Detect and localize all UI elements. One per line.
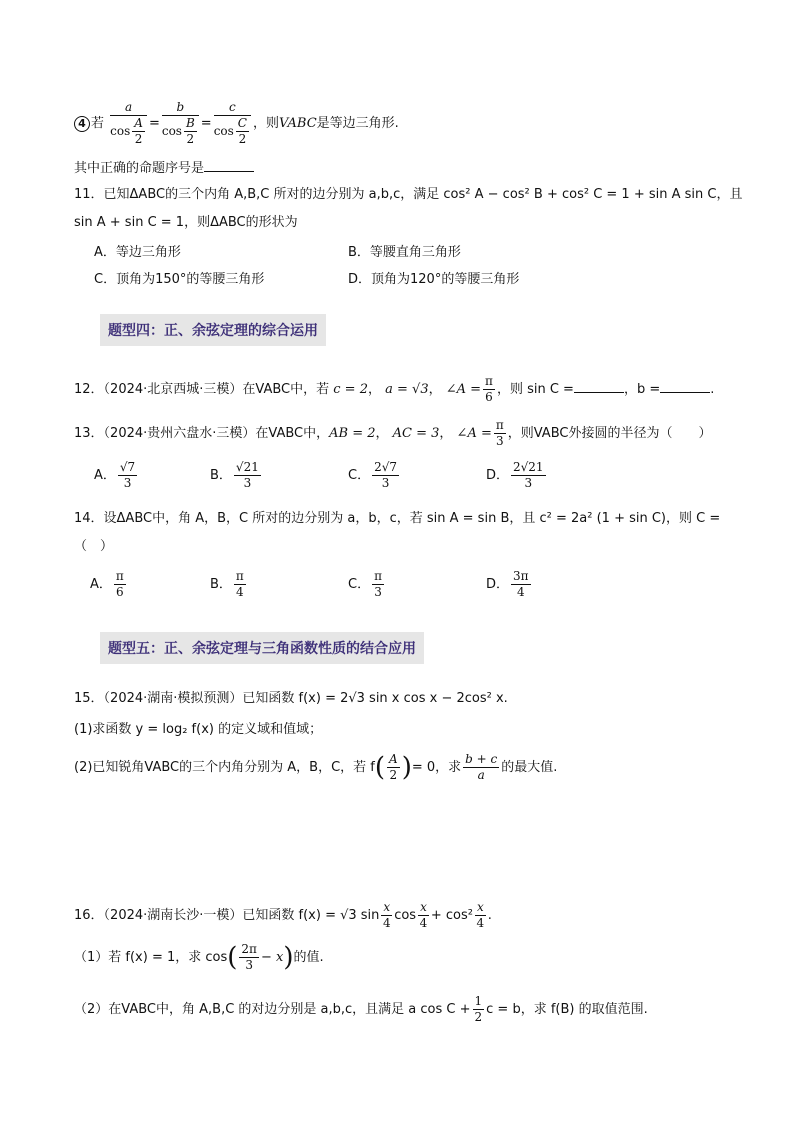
q13-option-c-label: C．	[348, 468, 371, 483]
q11-option-d[interactable]: D．顶角为120°的等腰三角形	[348, 272, 520, 287]
q15-part2-head: (2)已知锐角VABC的三个内角分别为 A，B，C，若 f	[74, 760, 375, 775]
q15-part2-tail: 的最大值.	[501, 760, 558, 775]
q11-line2: sin A + sin C = 1，则ΔABC的形状为	[74, 215, 298, 230]
q14-option-a-label: A．	[90, 577, 112, 592]
q14-option-b-label: B．	[210, 577, 232, 592]
q13-option-b-value: √21	[235, 460, 259, 474]
q14-option-a-num: π	[115, 569, 124, 583]
q16-line3: （2）在VABC中，角 A,B,C 的对边分别是 a,b,c，且满足 a cos C + $\frac{1}{2}$ c = b，求 f(B) 的取值范围.	[74, 994, 648, 1024]
q14-option-b-den: 4	[236, 585, 244, 599]
q12-head: 12．（2024·北京西城·三模）在VABC中，若	[74, 382, 330, 397]
q13-option-b-den: 3	[243, 476, 252, 490]
q16-line1-end: .	[487, 908, 492, 923]
pi-over-3: $\frac{\pi}{3}$	[495, 418, 504, 448]
q13-ab: AB = 2	[329, 426, 376, 441]
q14-option-d-label: D．	[486, 577, 510, 592]
q13-option-c-value: 2√7	[374, 460, 397, 474]
triangle-label: VABC	[279, 116, 317, 131]
q12-angle: ∠A =	[445, 382, 482, 397]
q14-line1: 14．设ΔABC中，角 A，B，C 所对的边分别为 a，b，c，若 sin A = sin B，且 c² = 2a² (1 + sin C)，则 C =	[74, 511, 721, 526]
q13-option-d-den: 3	[524, 476, 533, 490]
item-4-tail: ，则	[252, 116, 279, 131]
q16-line1-cos: cos	[394, 908, 417, 923]
q13-option-c[interactable]	[348, 460, 401, 491]
q13: 13．（2024·贵州六盘水·三模）在VABC中，AB = 2， AC = 3， ∠A = $\frac{\pi}{3}$ ，则VABC外接圆的半径为（ ）	[74, 418, 712, 448]
q13-ac: AC = 3	[392, 426, 440, 441]
q13-option-d-label: D．	[486, 468, 510, 483]
q15-line3: (2)已知锐角VABC的三个内角分别为 A，B，C，若 f( $\frac{A}{2}$ )= 0，求 $\frac{b + c}{a}$ 的最大值.	[74, 752, 558, 783]
q14-option-d-num: 3π	[513, 569, 529, 583]
q16-part1-tail: 的值.	[293, 950, 324, 965]
item-4: 4 若 a cos $\frac{A}{2}$ = b cos $\frac{B}{2}$ = c cos $\frac{C}{2}$ ，则VABC是等边三角形.	[74, 100, 399, 148]
q14-option-a[interactable]	[90, 569, 128, 600]
q14-option-b[interactable]	[210, 569, 248, 600]
q13-head: 13．（2024·贵州六盘水·三模）在VABC中，	[74, 426, 330, 441]
fraction-b-over-cos: b cos $\frac{B}{2}$	[162, 100, 199, 147]
q11-option-a[interactable]: A．等边三角形	[94, 245, 181, 260]
q11-line1: 11．已知ΔABC的三个内角 A,B,C 所对的边分别为 a,b,c，满足 cos² A − cos² B + cos² C = 1 + sin A sin C，且	[74, 187, 743, 202]
q14-option-d[interactable]	[486, 569, 533, 600]
fraction-a-over-cos: a cos $\frac{A}{2}$	[110, 100, 147, 147]
q13-option-a-label: A．	[94, 468, 116, 483]
q12-c: c = 2	[333, 382, 368, 397]
item-4-result: 是等边三角形.	[316, 116, 399, 131]
q15-part2-mid: = 0，求	[411, 760, 462, 775]
q13-option-b[interactable]	[210, 460, 263, 491]
q15-line1: 15．（2024·湖南·模拟预测）已知函数 f(x) = 2√3 sin x cos x − 2cos² x.	[74, 691, 508, 706]
correct-statement-prompt	[74, 159, 254, 178]
q14-option-c-num: π	[374, 569, 382, 583]
q13-option-a-den: 3	[123, 476, 132, 490]
q16-line1: 16．（2024·湖南长沙·一模）已知函数 f(x) = √3 sin $\frac{x}{4}$ cos $\frac{x}{4}$ + cos² $\frac{x}{4}$ .	[74, 900, 492, 930]
q14-option-a-den: 6	[116, 585, 124, 599]
q13-option-a[interactable]	[94, 460, 139, 491]
q11-option-c[interactable]: C．顶角为150°的等腰三角形	[94, 272, 265, 287]
q12: 12．（2024·北京西城·三模）在VABC中，若 c = 2， a = √3， ∠A = $\frac{\pi}{6}$ ，则 sin C = ，b = .	[74, 374, 715, 404]
q14-line2: （ ）	[74, 539, 114, 554]
b-plus-c-over-a: $\frac{b + c}{a}$	[465, 752, 498, 782]
fraction-c-over-cos: c cos $\frac{C}{2}$	[214, 100, 251, 147]
q13-angle: ∠A =	[456, 426, 492, 441]
q13-tail: ，则VABC外接圆的半径为（ ）	[507, 426, 712, 441]
q16-part2-tail: c = b，求 f(B) 的取值范围.	[486, 1002, 648, 1017]
q12-sinc: ，则 sin C =	[496, 382, 574, 397]
q12-b: ，b =	[623, 382, 661, 397]
q14-option-c[interactable]	[348, 569, 386, 600]
q13-option-a-value: √7	[119, 460, 136, 474]
q16-part1-head: （1）若 f(x) = 1，求 cos	[74, 950, 228, 965]
circled-number: 4	[74, 116, 90, 132]
q13-option-d-value: 2√21	[513, 460, 544, 474]
q16-line2: （1）若 f(x) = 1，求 cos( $\frac{2\pi}{3}$ − x)的值.	[74, 942, 324, 973]
section-heading-4: 题型四：正、余弦定理的综合运用	[100, 314, 326, 346]
pi-over-6: $\frac{\pi}{6}$	[485, 374, 493, 404]
q14-option-c-label: C．	[348, 577, 371, 592]
q12-blank-b[interactable]	[660, 380, 710, 393]
correct-prompt-text: 其中正确的命题序号是	[74, 161, 205, 176]
q12-a: a = √3	[385, 382, 429, 397]
q14-option-d-den: 4	[516, 585, 525, 599]
q11-option-b[interactable]: B．等腰直角三角形	[348, 245, 461, 260]
q16-line1-head: 16．（2024·湖南长沙·一模）已知函数 f(x) = √3 sin	[74, 908, 380, 923]
q13-option-d[interactable]	[486, 460, 548, 491]
q14-option-c-den: 3	[374, 585, 382, 599]
q14-option-b-num: π	[235, 569, 244, 583]
q15-line2: (1)求函数 y = log₂ f(x) 的定义域和值域；	[74, 722, 323, 737]
q13-option-c-den: 3	[381, 476, 390, 490]
q13-option-b-label: B．	[210, 468, 232, 483]
q12-blank-sinc[interactable]	[574, 380, 624, 393]
item-4-prefix: 若	[91, 116, 105, 131]
section-heading-5: 题型五：正、余弦定理与三角函数性质的结合应用	[100, 632, 424, 664]
q16-line1-cos2: + cos²	[430, 908, 473, 923]
answer-blank[interactable]	[204, 159, 254, 172]
q16-part2-head: （2）在VABC中，角 A,B,C 的对边分别是 a,b,c，且满足 a cos C +	[74, 1002, 471, 1017]
